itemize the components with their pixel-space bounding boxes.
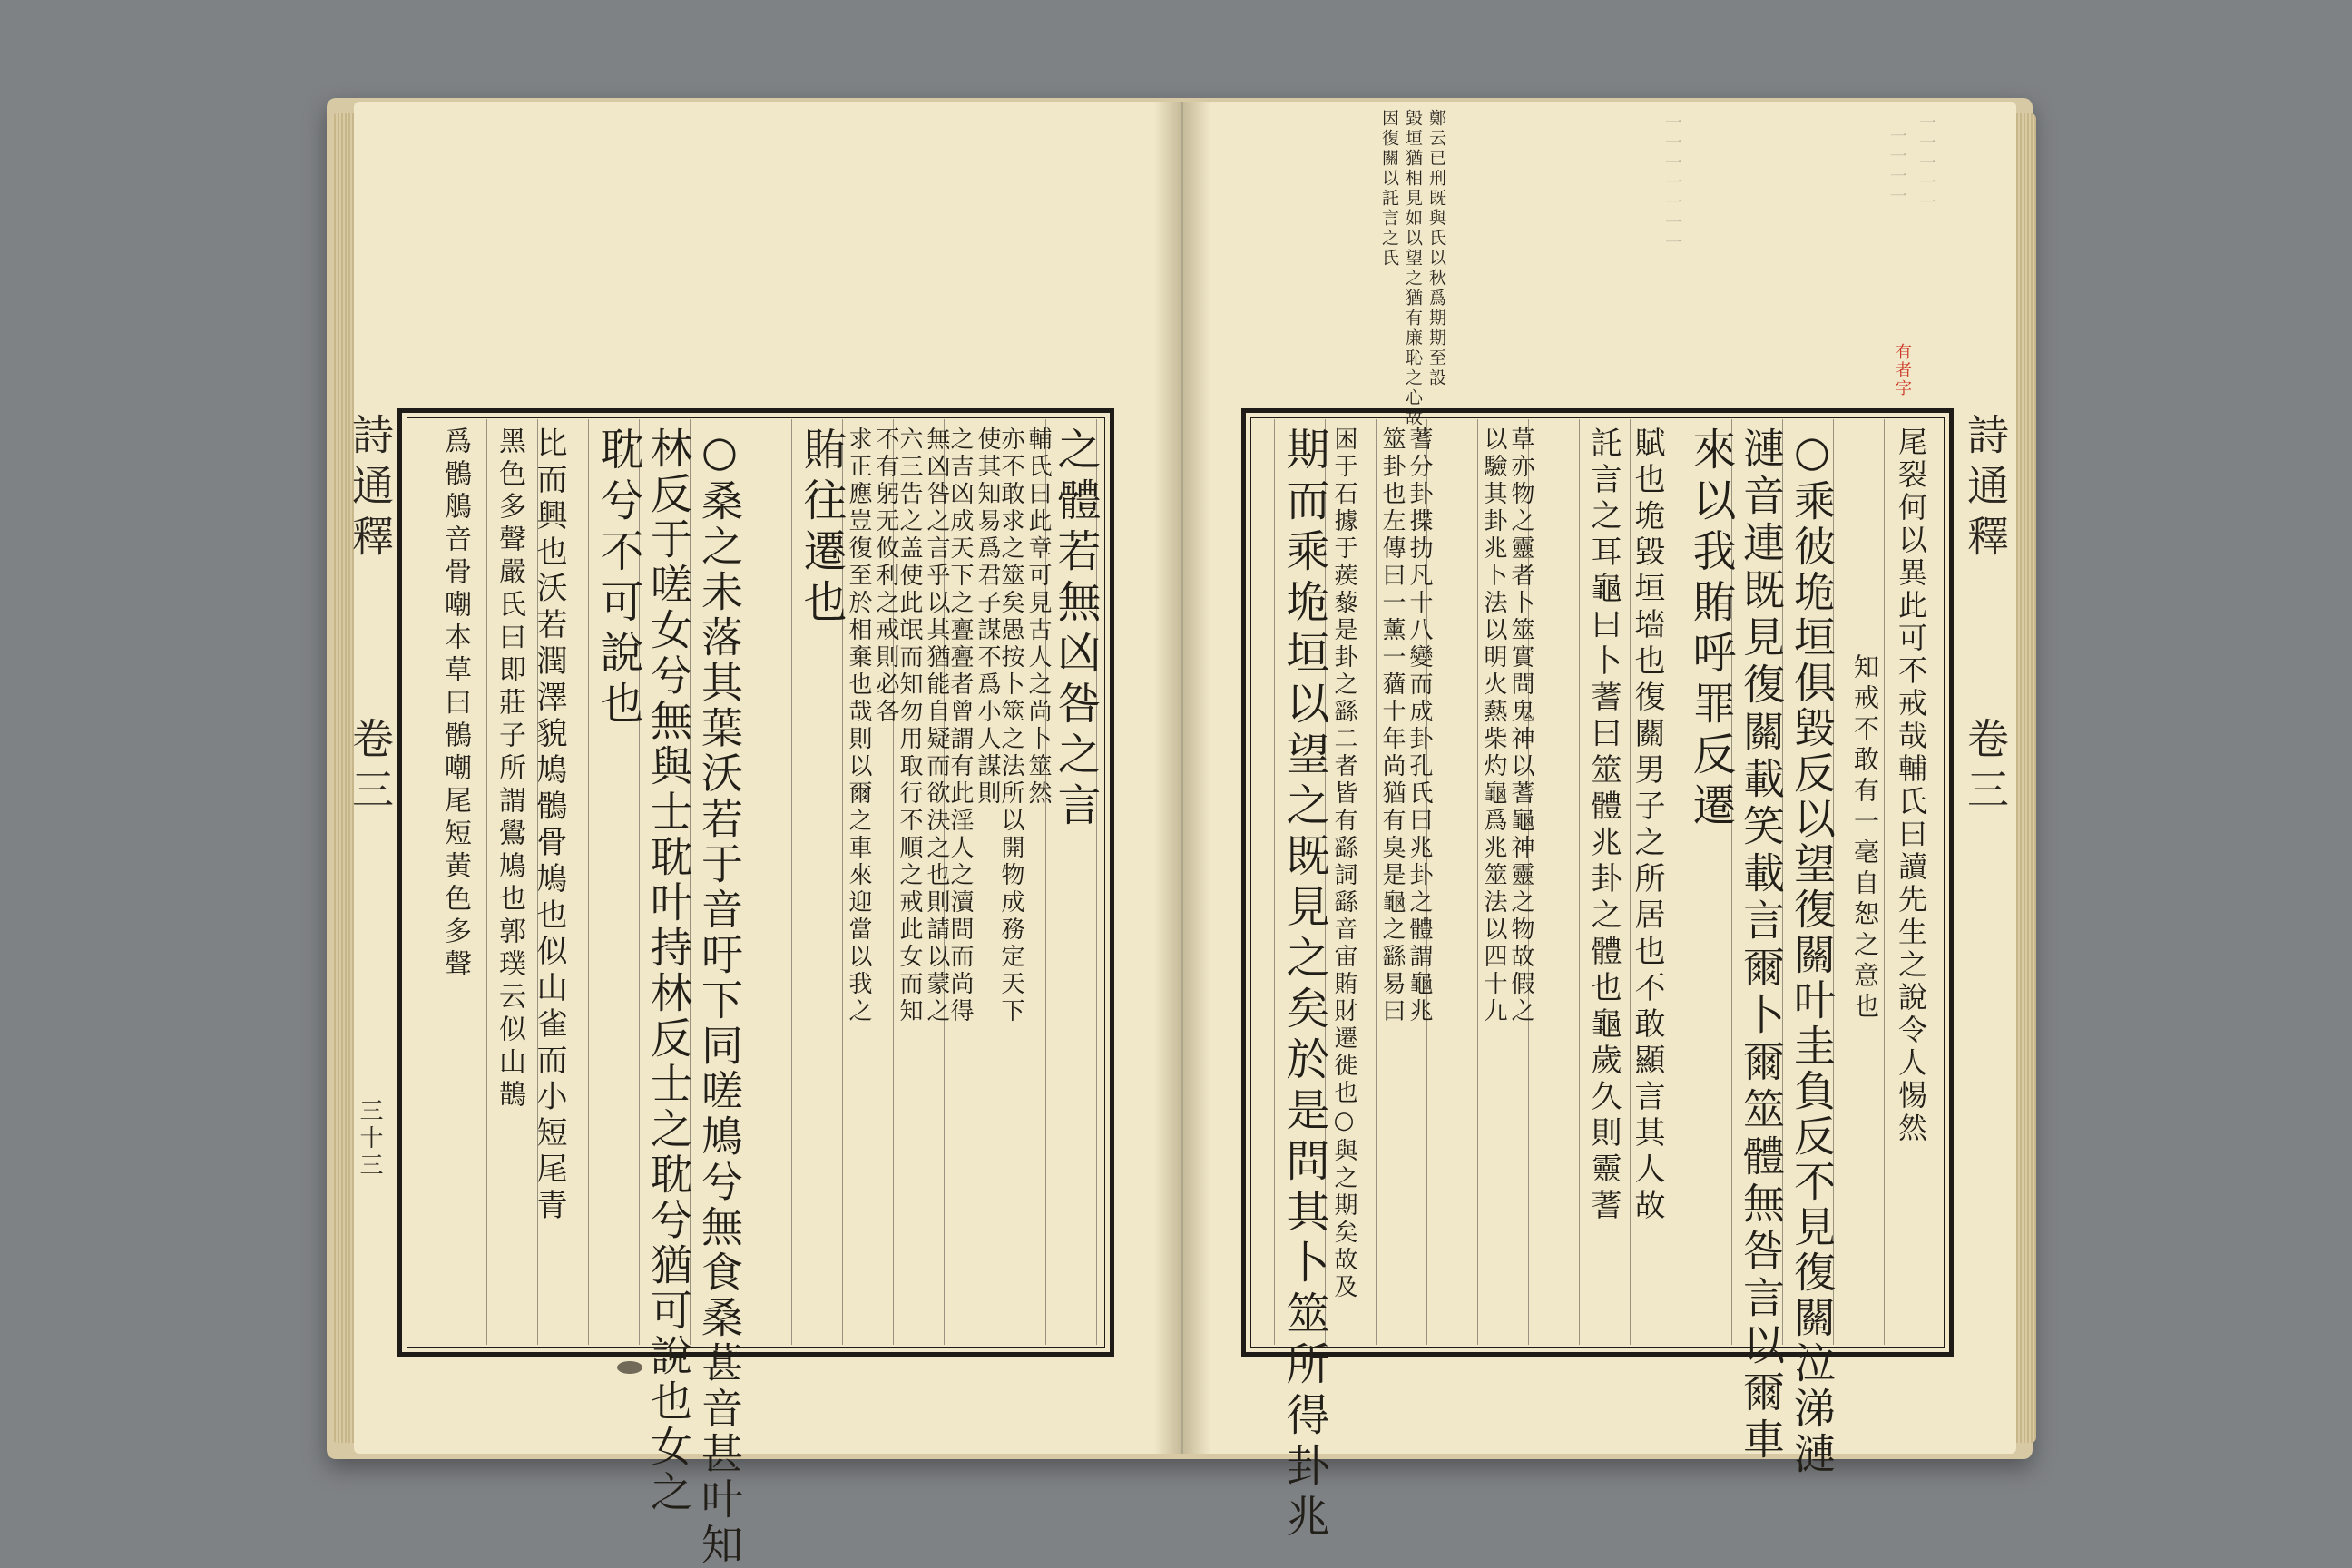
- annotation-column: [1378, 426, 1433, 1025]
- text-column: ○桑之未落其葉沃若于音吁下同嗟鳩兮無食桑葚音甚叶知: [695, 426, 744, 1568]
- text-column: 之體若無凶咎之言: [1050, 426, 1101, 833]
- annotation-line: 不有躬无攸利之戒則必各: [872, 426, 899, 726]
- annotation-line: 比而興也沃若潤澤貌鳩鶻骨鳩也似山雀而小短尾青: [531, 426, 567, 1225]
- annotation-line: 以驗其卦兆卜法以明火爇柴灼龜爲兆筮法以四十九: [1480, 426, 1507, 1025]
- text-column: 期而乘垝垣以望之既見之矣於是問其卜筮所得卦兆: [1279, 426, 1329, 1544]
- annotation-column: 爲鶻鵃音骨嘲本草曰鶻嘲尾短黃色多聲: [439, 426, 471, 982]
- annotation-line: 草亦物之靈者卜筮實問鬼神以蓍龜神靈之物故假之: [1507, 426, 1534, 1025]
- bleed-through-text: 一一一一一: [1916, 113, 1936, 213]
- right-margin-title: 詩通釋: [1961, 413, 2010, 565]
- left-margin-volume: 卷三: [346, 717, 395, 818]
- annotation-column: [1582, 426, 1669, 1225]
- annotation-line: 求正應豈復至於相棄也哉則以爾之車來迎當以我之: [845, 426, 872, 1025]
- handwritten-note: 鄭云已刑既與氏以秋爲期期至設: [1426, 109, 1446, 388]
- ink-smudge: [617, 1361, 642, 1374]
- annotation-line: 亦不敢求之筮矣愚按卜筮之法所以開物成務定天下: [997, 426, 1024, 1025]
- annotation-column: [1480, 426, 1534, 1025]
- handwritten-note: 因復關以託言之氏: [1379, 109, 1399, 269]
- annotation-column: 尾裂何以異此可不戒哉輔氏曰讀先生之說令人惕然: [1894, 426, 1928, 1145]
- text-column: ○乘彼垝垣俱毀反以望復關叶圭負反不見復關泣涕漣: [1788, 426, 1837, 1477]
- bleed-through-text: 一一一一: [1887, 127, 1907, 207]
- right-margin-volume: 卷三: [1961, 717, 2010, 818]
- red-annotation: 有者字: [1893, 343, 1912, 397]
- bleed-through-text: 一一一一一一一: [1662, 113, 1682, 253]
- annotation-column: [489, 426, 569, 1225]
- annotation-line: 無凶咎之言乎以其猶能自疑而欲決之也則請以蒙之: [923, 426, 950, 1025]
- annotation-line: 筮卦也左傳曰一薰一蕕十年尚猶有臭是龜之繇易曰: [1378, 426, 1406, 1025]
- folio-number: 三十三: [356, 1098, 383, 1180]
- book-gutter: [1154, 102, 1210, 1454]
- text-column: 耽兮不可說也: [593, 426, 643, 731]
- annotation-column: [845, 426, 899, 1025]
- annotation-line: 之吉凶成天下之亹亹者曾謂有此淫人之瀆問而尚得: [946, 426, 974, 1025]
- annotation-line: 輔氏曰此章可見古人之尚卜筮然: [1024, 426, 1052, 808]
- annotation-column: [997, 426, 1052, 1025]
- text-column: 漣音連既見復關載笑載言爾卜爾筮體無咎言以爾車: [1737, 426, 1786, 1465]
- annotation-column: 困于石據于蒺藜是卦之繇二者皆有繇詞繇音宙賄財遷徙也○與之期矣故及: [1330, 426, 1357, 1301]
- annotation-line: 賦也垝毀垣墻也復關男子之所居也不敢顯言其人故: [1629, 426, 1665, 1225]
- text-column: 賄往遷也: [796, 426, 847, 630]
- annotation-line: 黑色多聲嚴氏曰即莊子所謂鷽鳩也郭璞云似山鵲: [494, 426, 525, 1112]
- annotation-column: [946, 426, 1001, 1025]
- annotation-line: 託言之耳龜曰卜蓍曰筮體兆卦之體也龜歲久則靈蓍: [1585, 426, 1622, 1225]
- annotation-line: 使其知易爲君子謀不爲小人謀則: [974, 426, 1001, 808]
- annotation-column: 知戒不敢有一毫自恕之意也: [1850, 653, 1880, 1024]
- left-margin-title: 詩通釋: [346, 413, 395, 565]
- handwritten-note: 毀垣猶相見如以望之猶有廉恥之心故: [1403, 109, 1423, 428]
- annotation-line: 蓍分卦揲扐凡十八變而成卦孔氏曰兆卦之體謂龜兆: [1406, 426, 1433, 1025]
- annotation-column: [896, 426, 950, 1025]
- text-column: 林反于嗟女兮無與士耽叶持林反士之耽兮猶可說也女之: [644, 426, 693, 1515]
- text-column: 來以我賄呼罪反遷: [1685, 426, 1736, 833]
- annotation-line: 六三告之盖使此氓而知勿用取行不順之戒此女而知: [896, 426, 923, 1025]
